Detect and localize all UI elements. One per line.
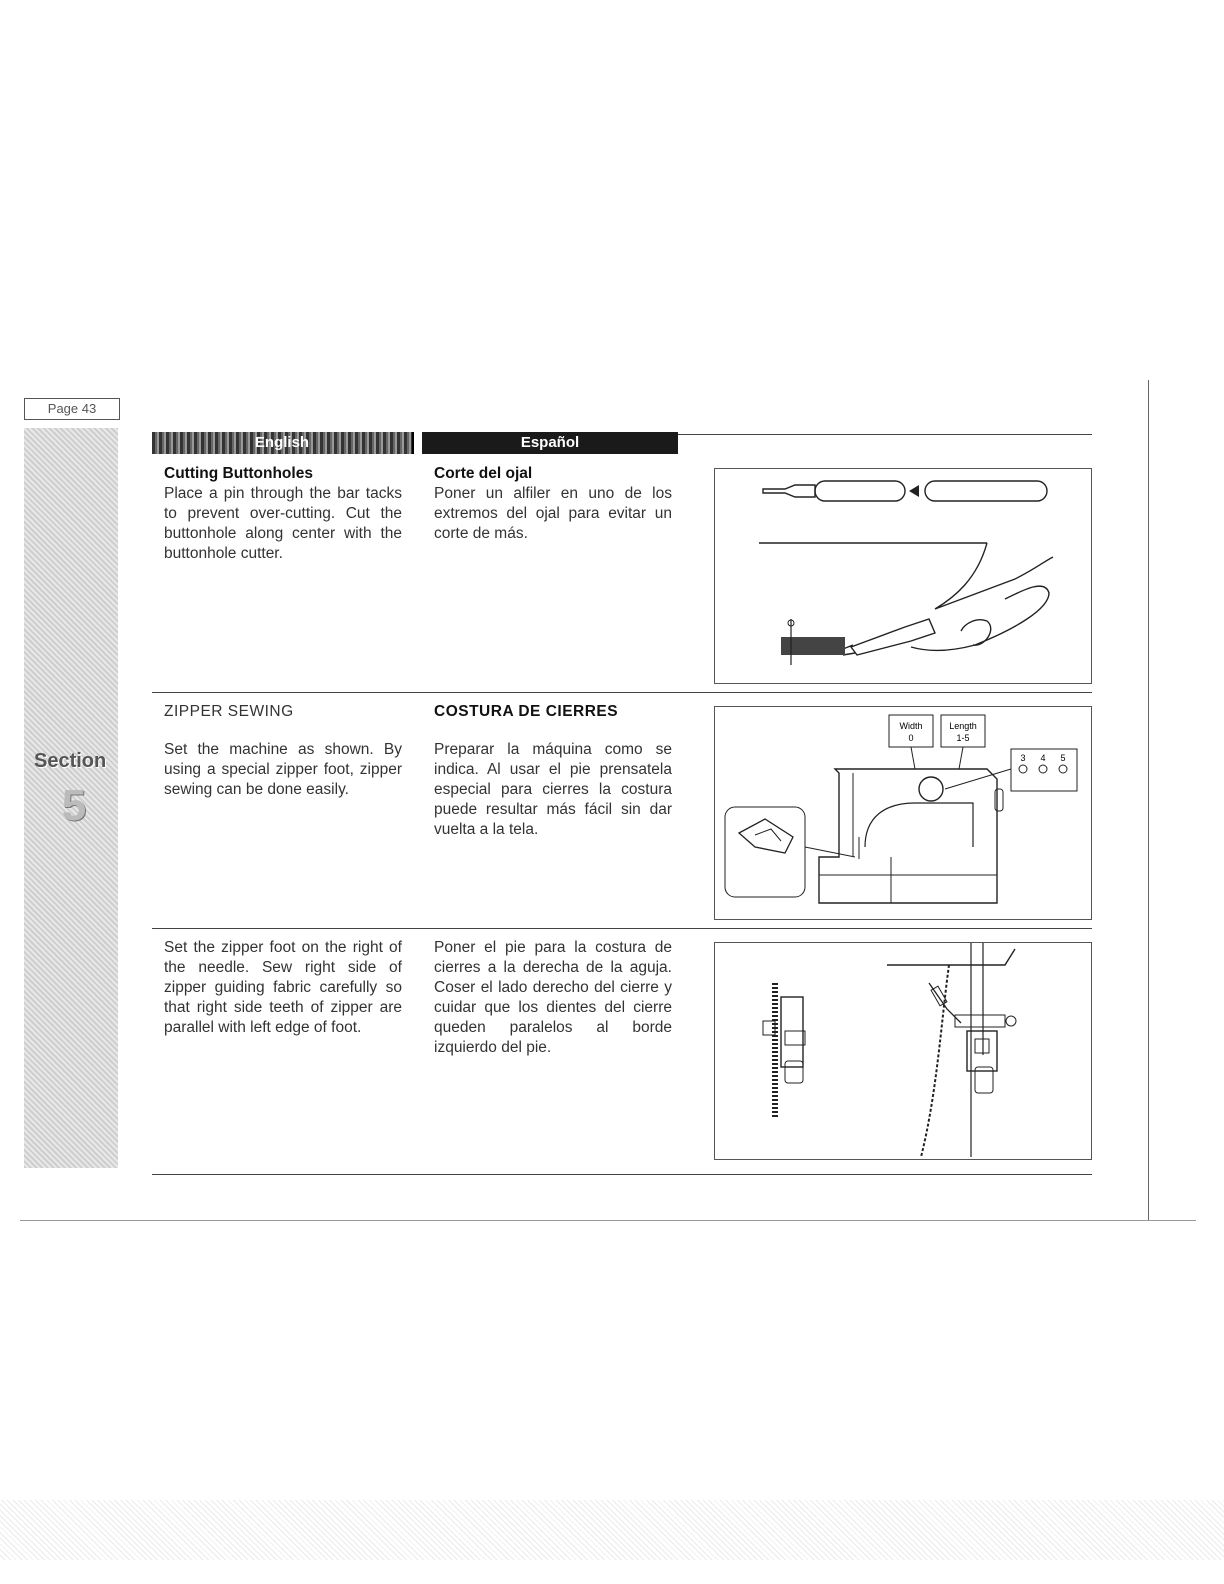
english-header: English bbox=[152, 432, 412, 454]
section-heading: Corte del ojal bbox=[434, 465, 533, 482]
instruction-text: Poner el pie para la costura de cierres a la derecha de la aguja. Coser el lado derecho del cierre y cuidar que los dientes del cierre queden paralelos al borde izquierdo del pie. bbox=[434, 939, 672, 1056]
corte-del-ojal-es bbox=[434, 464, 672, 544]
scan-edge-line bbox=[1148, 380, 1149, 1220]
sewing-machine-settings-figure bbox=[714, 706, 1092, 920]
cutting-buttonholes-en bbox=[164, 464, 402, 564]
scan-noise bbox=[0, 1500, 1224, 1560]
instruction-text: Preparar la máquina como se indica. Al usar el pie prensatela especial para cierres la costura puede resultar más fácil sin dar vuelta a la tela. bbox=[434, 741, 672, 838]
buttonhole-cutter-figure bbox=[714, 468, 1092, 684]
zipper-foot-es bbox=[434, 938, 672, 1058]
instruction-text: Set the machine as shown. By using a special zipper foot, zipper sewing can be done easily. bbox=[164, 741, 402, 798]
needle-position-3: 3 bbox=[1020, 753, 1026, 763]
section-label: Section bbox=[34, 750, 107, 772]
needle-position-5: 5 bbox=[1060, 753, 1066, 763]
instruction-text: Set the zipper foot on the right of the needle. Sew right side of zipper guiding fabric carefully so that right side teeth of zipper are parallel with left edge of foot. bbox=[164, 939, 402, 1036]
page-number-label: Page 43 bbox=[24, 398, 120, 420]
header-rule bbox=[678, 434, 1092, 435]
header-divider bbox=[412, 432, 422, 454]
length-value: 1-5 bbox=[956, 733, 970, 743]
block-divider bbox=[152, 928, 1092, 929]
length-label: Length bbox=[949, 721, 977, 731]
section-heading: COSTURA DE CIERRES bbox=[434, 703, 619, 720]
instruction-text: Place a pin through the bar tacks to prevent over-cutting. Cut the buttonhole along center with the buttonhole cutter. bbox=[164, 485, 402, 562]
scan-edge-rule bbox=[20, 1220, 1196, 1221]
spanish-header: Español bbox=[422, 432, 678, 454]
zipper-foot-figure bbox=[714, 942, 1092, 1160]
needle-position-4: 4 bbox=[1040, 753, 1046, 763]
instruction-text: Poner un alfiler en uno de los extremos del ojal para evitar un corte de más. bbox=[434, 485, 672, 542]
width-label: Width bbox=[899, 721, 923, 731]
block-divider bbox=[152, 692, 1092, 693]
bottom-divider bbox=[152, 1174, 1092, 1175]
section-heading: ZIPPER SEWING bbox=[164, 703, 294, 720]
costura-de-cierres-es bbox=[434, 702, 672, 840]
section-heading: Cutting Buttonholes bbox=[164, 465, 313, 482]
width-value: 0 bbox=[908, 733, 914, 743]
zipper-sewing-en bbox=[164, 702, 402, 800]
zipper-foot-en bbox=[164, 938, 402, 1038]
section-number: 5 bbox=[61, 781, 87, 830]
